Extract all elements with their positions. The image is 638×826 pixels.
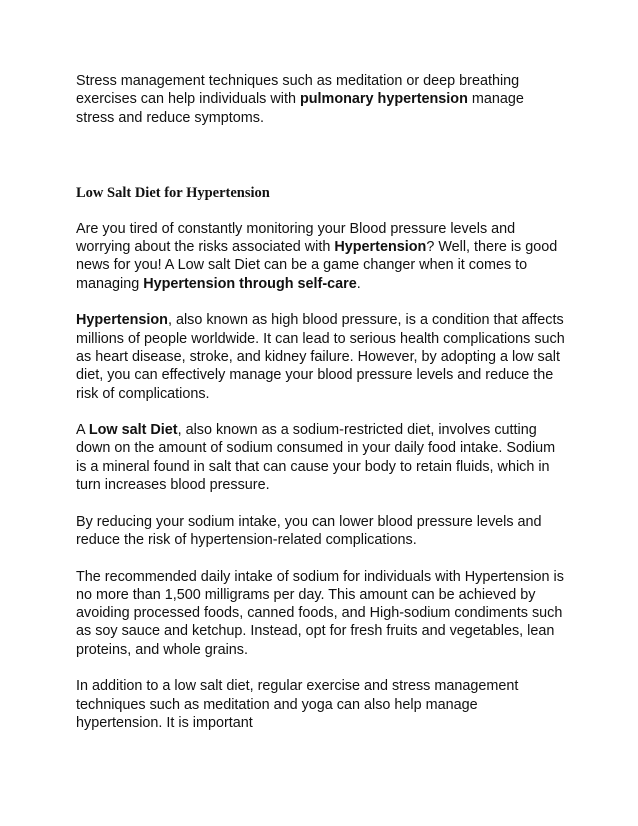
paragraph-definition (76, 311, 566, 402)
bold-term: Hypertension (76, 312, 168, 329)
bold-term: pulmonary hypertension (299, 91, 468, 108)
text-run: . (356, 275, 361, 292)
text-run: A (76, 422, 89, 439)
text-run: ? Well, there is good news for you! A Low salt Diet can be a game changer when it comes to managing (76, 239, 558, 292)
paragraph-recommended-intake (76, 568, 566, 659)
paragraph-low-salt-diet (76, 421, 566, 494)
text-run: By reducing your sodium intake, you can lower blood pressure levels and reduce the risk of hypertension-related complications. (76, 513, 542, 548)
bold-term: Hypertension (334, 239, 427, 256)
text-run: manage stress and reduce symptoms. (76, 91, 524, 126)
paragraph-intro (76, 220, 566, 293)
text-run: Are you tired of constantly monitoring your Blood pressure levels and worrying about the risks associated with (76, 220, 516, 256)
text-run: The recommended daily intake of sodium for individuals with Hypertension is no more than 1,500 milligrams per day. This amount can be achieved by avoiding processed foods, canned foods, and High-sodium condiments such as soy sauce and ketchup. Instead, opt for fresh fruits and vegetables, lean proteins, and whole grains. (76, 568, 564, 658)
text-run: In addition to a low salt diet, regular exercise and stress management techniques such as meditation and yoga can also help manage hypertension. It is important (76, 678, 519, 731)
section-heading: Low Salt Diet for Hypertension (76, 184, 270, 201)
bold-term: Low salt Diet (88, 422, 178, 439)
paragraph-sodium-intake (76, 513, 566, 550)
paragraph-exercise (76, 677, 566, 732)
text-run: Stress management techniques such as meditation or deep breathing exercises can help individuals with (76, 73, 520, 108)
document-body (76, 72, 566, 751)
paragraph-stress-management (76, 72, 566, 127)
bold-term: Hypertension through self-care (143, 275, 357, 292)
text-run: , also known as high blood pressure, is a condition that affects millions of people worldwide. It can lead to serious health complications such as heart disease, stroke, and kidney failure. However, by adopting a low salt diet, you can effectively manage your blood pressure levels and reduce the risk of complications. (76, 312, 565, 402)
text-run: , also known as a sodium-restricted diet, involves cutting down on the amount of sodium consumed in your daily food intake. Sodium is a mineral found in salt that can cause your body to retain fluids, which in turn increases blood pressure. (76, 422, 556, 494)
